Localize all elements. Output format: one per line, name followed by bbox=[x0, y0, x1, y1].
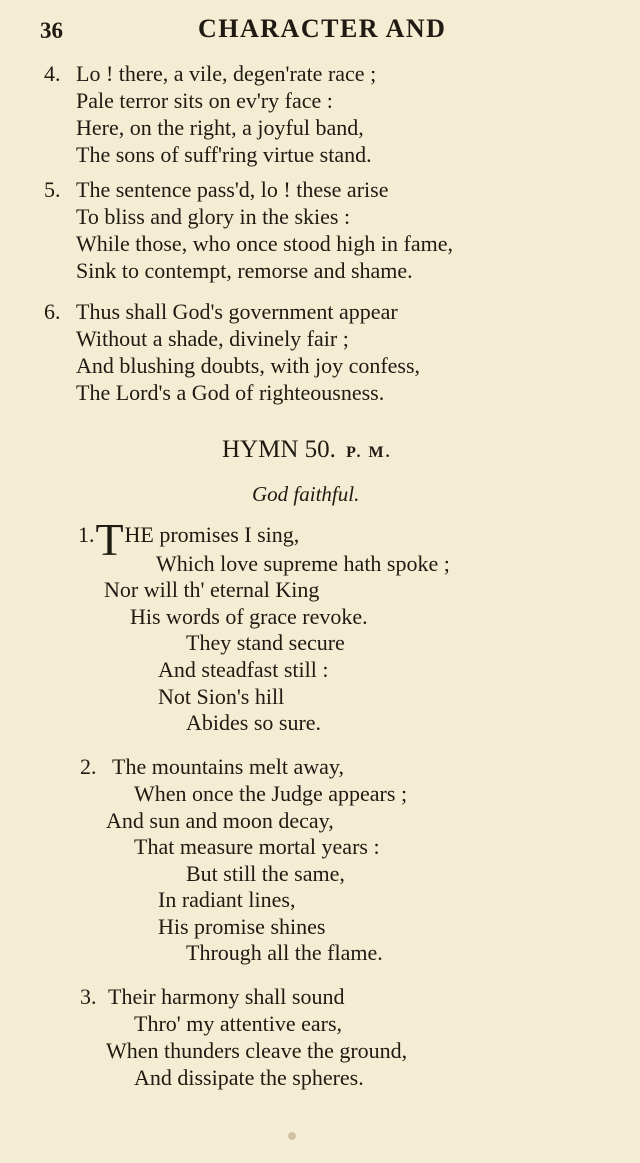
stanza-line: Pale terror sits on ev'ry face : bbox=[76, 88, 333, 113]
stanza-line: And dissipate the spheres. bbox=[134, 1065, 364, 1090]
stanza-line: The Lord's a God of righteousness. bbox=[76, 380, 385, 405]
paper-blemish bbox=[288, 1132, 296, 1140]
running-title: CHARACTER AND bbox=[198, 14, 447, 43]
stanza-line: In radiant lines, bbox=[158, 887, 296, 912]
stanza-line: And blushing doubts, with joy confess, bbox=[76, 353, 421, 378]
stanza-line: 5. The sentence pass'd, lo ! these arise bbox=[44, 177, 389, 202]
stanza-number: 5. bbox=[44, 177, 61, 202]
page-header bbox=[0, 14, 640, 48]
stanza-line: 1.THE promises I sing, bbox=[78, 514, 300, 565]
stanza-number: 3. bbox=[80, 984, 97, 1009]
stanza-line: 4. Lo ! there, a vile, degen'rate race ; bbox=[44, 61, 377, 86]
stanza-line: Through all the flame. bbox=[186, 940, 383, 965]
stanza-line: Sink to contempt, remorse and shame. bbox=[76, 258, 413, 283]
stanza-line: 2. The mountains melt away, bbox=[80, 754, 344, 779]
stanza-line: While those, who once stood high in fame, bbox=[76, 231, 453, 256]
stanza-number: 1. bbox=[78, 522, 95, 547]
stanza-line: 3. Their harmony shall sound bbox=[80, 984, 345, 1009]
stanza-line: And steadfast still : bbox=[158, 657, 329, 682]
stanza-line: Nor will th' eternal King bbox=[104, 577, 320, 602]
stanza-number: 6. bbox=[44, 299, 61, 324]
stanza-line: The sons of suff'ring virtue stand. bbox=[76, 142, 372, 167]
stanza-line: When once the Judge appears ; bbox=[134, 781, 408, 806]
hymn-title: HYMN 50. bbox=[222, 436, 336, 463]
hymn-heading bbox=[222, 436, 392, 464]
stanza-line: Thro' my attentive ears, bbox=[134, 1011, 343, 1036]
page-number: 36 bbox=[40, 18, 63, 43]
stanza-number: 2. bbox=[80, 754, 97, 779]
stanza-line: Without a shade, divinely fair ; bbox=[76, 326, 349, 351]
stanza-line: His promise shines bbox=[158, 914, 326, 939]
stanza-line: When thunders cleave the ground, bbox=[106, 1038, 408, 1063]
stanza-line: To bliss and glory in the skies : bbox=[76, 204, 351, 229]
stanza-line: Not Sion's hill bbox=[158, 684, 285, 709]
drop-cap: T bbox=[95, 514, 124, 565]
stanza-line: Which love supreme hath spoke ; bbox=[156, 551, 450, 576]
stanza-line: And sun and moon decay, bbox=[106, 808, 334, 833]
hymn-meter: P. M. bbox=[346, 444, 392, 461]
stanza-line: But still the same, bbox=[186, 861, 345, 886]
stanza-line: Abides so sure. bbox=[186, 710, 322, 735]
stanza-line: They stand secure bbox=[186, 630, 345, 655]
stanza-line: Here, on the right, a joyful band, bbox=[76, 115, 364, 140]
stanza-number: 4. bbox=[44, 61, 61, 86]
stanza-line: 6. Thus shall God's government appear bbox=[44, 299, 398, 324]
stanza-line: That measure mortal years : bbox=[134, 834, 380, 859]
stanza-line: His words of grace revoke. bbox=[130, 604, 368, 629]
hymn-subtitle: God faithful. bbox=[252, 482, 360, 506]
